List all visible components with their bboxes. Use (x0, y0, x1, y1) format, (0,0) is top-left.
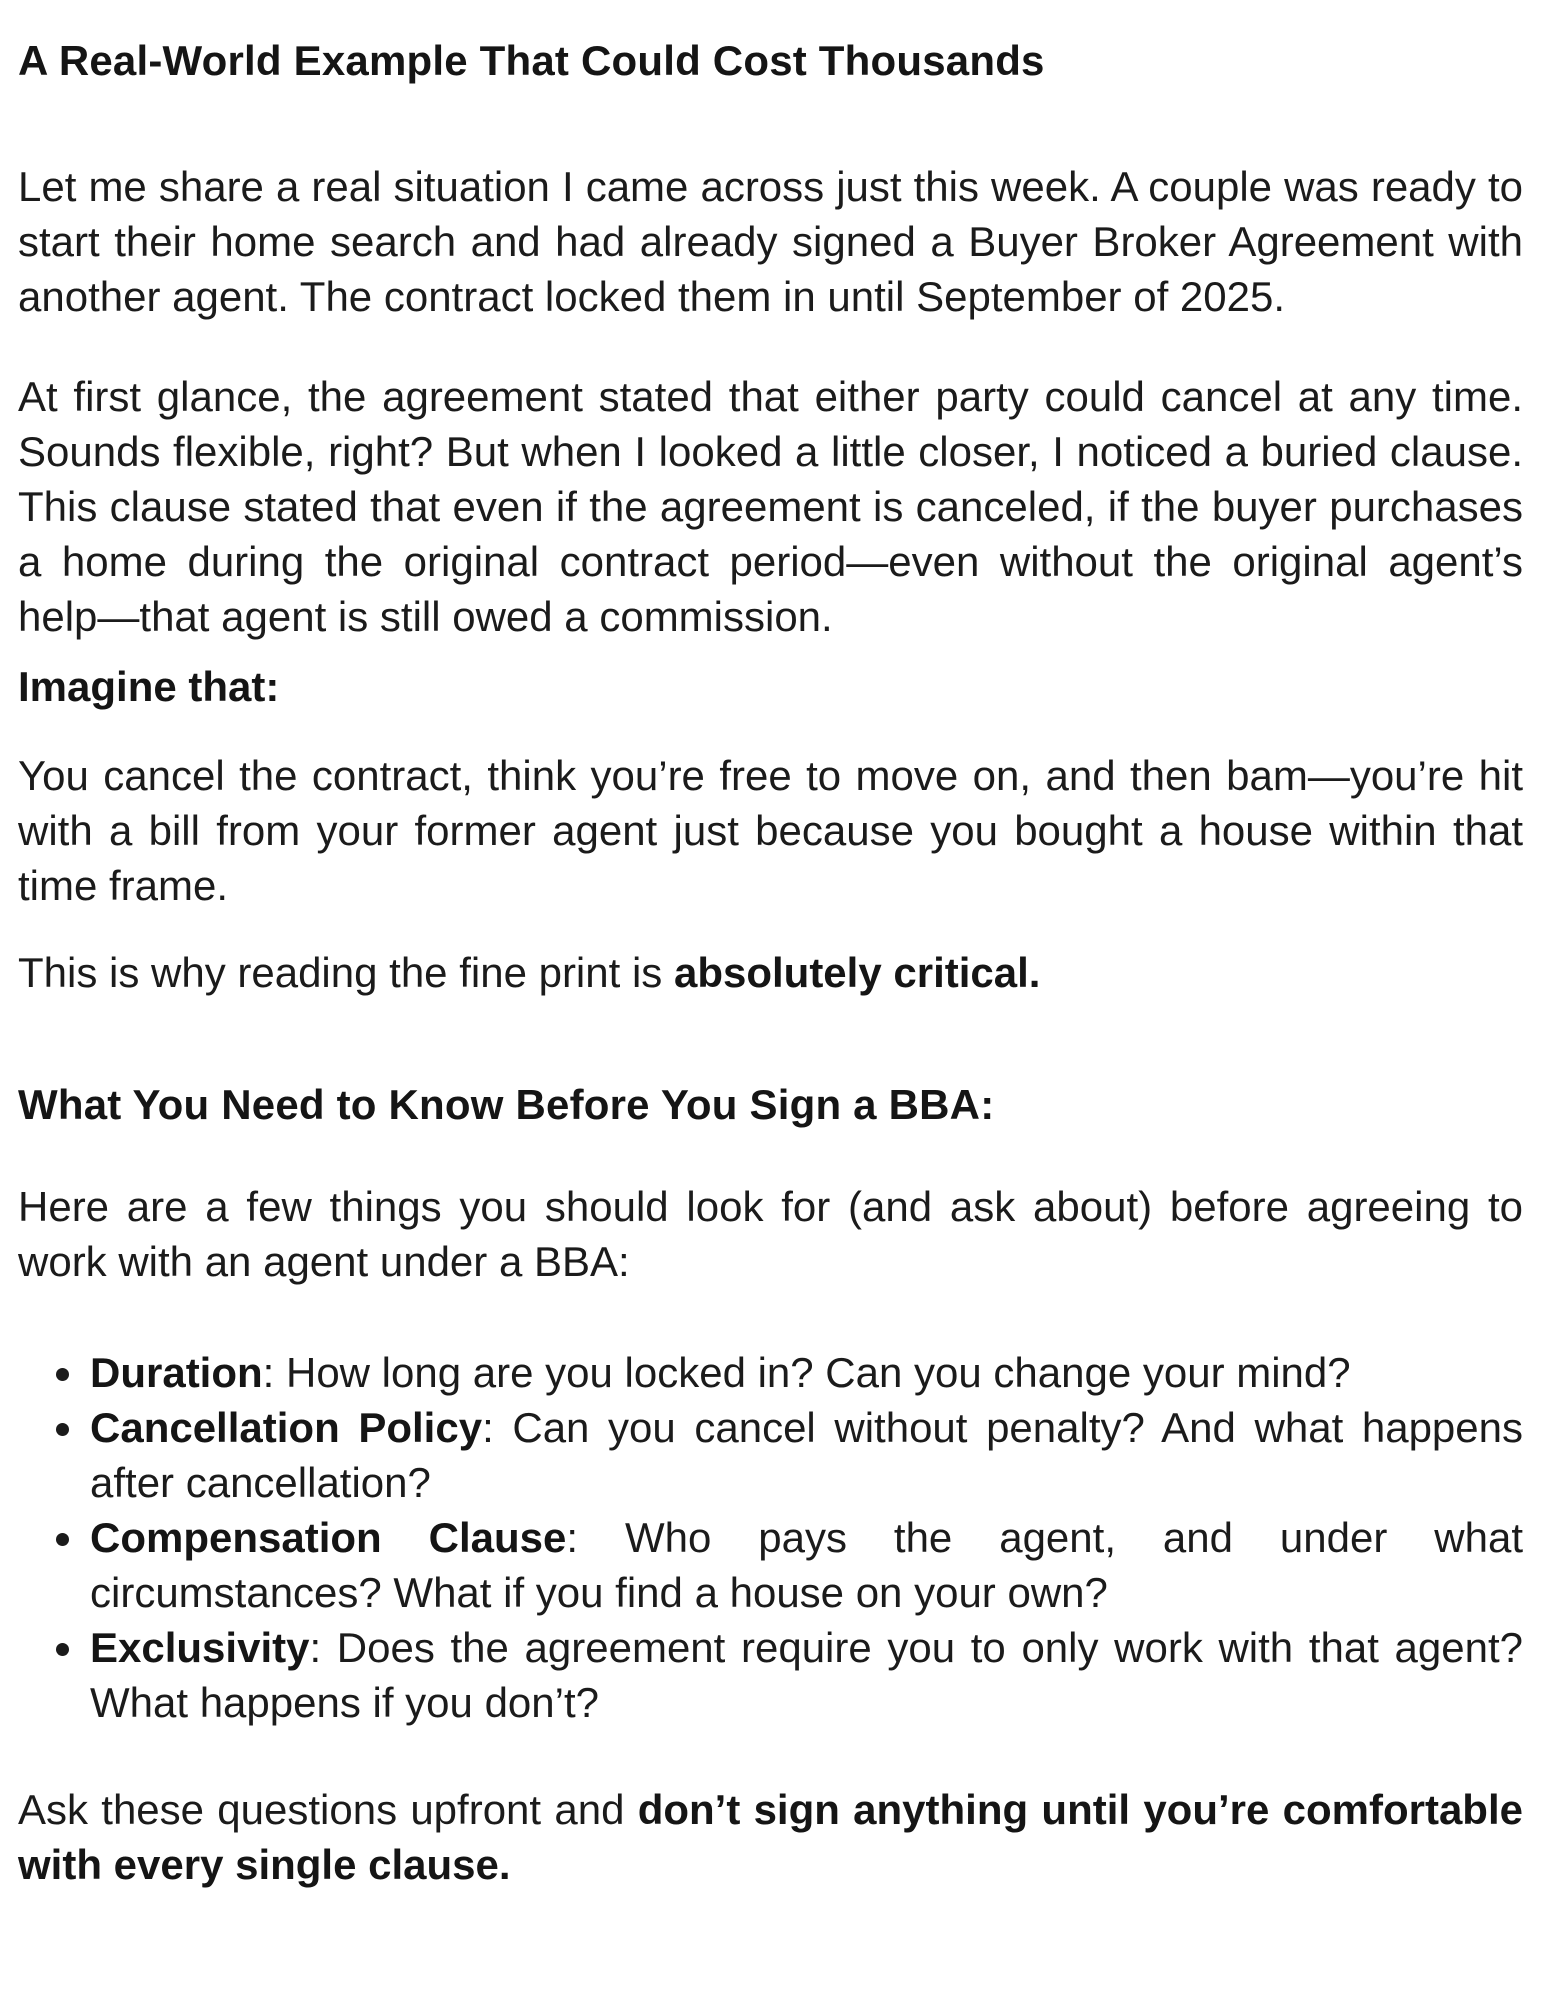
fine-print-emphasis: absolutely critical. (673, 949, 1041, 996)
list-term-description: : Does the agreement require you to only work with that agent? What happens if you don’t? (90, 1624, 1523, 1726)
imagine-that-heading: Imagine that: (18, 663, 280, 710)
list-term-description: : Can you cancel without penalty? And what happens after cancellation? (90, 1404, 1524, 1506)
paragraph-buried-clause: At first glance, the agreement stated that either party could cancel at any time. Sounds flexible, right? But when I looked a little closer, I noticed a buried clause. This clause stated that even if the agreement is canceled, if the buyer purchases a home during the original contract period—even without the original agent’s help—that agent is still owed a commission. (18, 373, 1523, 640)
bba-checklist (18, 1345, 1523, 1730)
fine-print-text: This is why reading the fine print is (18, 949, 674, 996)
list-item-exclusivity (88, 1620, 1523, 1730)
paragraph-cancel-bam: You cancel the contract, think you’re free to move on, and then bam—you’re hit with a bill from your former agent just because you bought a house within that time frame. (18, 752, 1523, 909)
list-term: Cancellation Policy (90, 1404, 483, 1451)
article-heading-real-world-example: A Real-World Example That Could Cost Thousands (18, 37, 1045, 84)
section-heading-before-you-sign: What You Need to Know Before You Sign a BBA: (18, 1081, 995, 1128)
paragraph-list-intro: Here are a few things you should look for (and ask about) before agreeing to work with an agent under a BBA: (18, 1183, 1523, 1285)
list-item-duration (88, 1345, 1523, 1400)
paragraph-ask-questions (18, 1782, 1523, 1892)
paragraph-couple-story: Let me share a real situation I came across just this week. A couple was ready to start their home search and had already signed a Buyer Broker Agreement with another agent. The contract locked them in until September of 2025. (18, 163, 1523, 320)
paragraph-fine-print (18, 945, 1523, 1000)
list-term: Duration (90, 1349, 263, 1396)
list-term-description: : Who pays the agent, and under what circumstances? What if you find a house on your own? (90, 1514, 1524, 1616)
list-item-cancellation-policy (88, 1400, 1523, 1510)
list-term-description: : How long are you locked in? Can you change your mind? (262, 1349, 1351, 1396)
list-term: Exclusivity (90, 1624, 310, 1671)
ask-questions-emphasis: don’t sign anything until you’re comfortable with every single clause. (18, 1786, 1523, 1888)
list-item-compensation-clause (88, 1510, 1523, 1620)
list-term: Compensation Clause (90, 1514, 567, 1561)
ask-questions-text: Ask these questions upfront and (18, 1786, 638, 1833)
